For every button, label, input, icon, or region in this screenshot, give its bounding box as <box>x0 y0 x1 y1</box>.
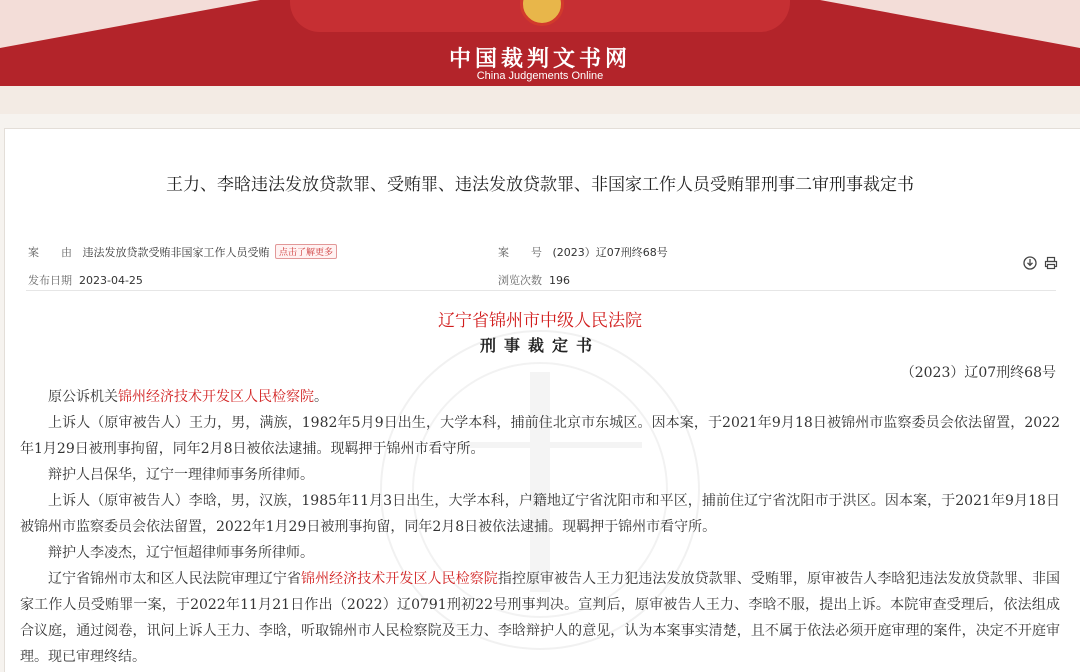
document-type: 刑事裁定书 <box>479 336 600 355</box>
meta-publish-value: 2023-04-25 <box>79 274 143 287</box>
paragraph-appellant-2: 上诉人（原审被告人）李晗，男，汉族，1985年11月3日出生，大学本科，户籍地辽宁省沈阳市和平区，捕前住辽宁省沈阳市于洪区。因本案，于2021年9月18日被锦州市监察委员会依法留置，2022年1月29日被刑事拘留，同年2月8日被依法逮捕。现羁押于锦州市看守所。 <box>20 493 1060 535</box>
header-decoration-right <box>820 0 1080 48</box>
site-subtitle: China Judgements Online <box>476 70 604 82</box>
download-icon[interactable] <box>1023 259 1041 274</box>
header-decoration-left <box>0 0 260 48</box>
paragraph-proceedings <box>20 566 1060 670</box>
paragraph-defender-1: 辩护人吕保华，辽宁一理律师事务所律师。 <box>48 467 314 483</box>
document-tools <box>1020 256 1058 274</box>
procuratorate-link[interactable]: 锦州经济技术开发区人民检察院 <box>118 389 314 405</box>
meta-case-number <box>498 244 668 260</box>
paragraph-text: 原公诉机关 <box>48 389 118 405</box>
paragraph-text: 辽宁省锦州市太和区人民法院审理辽宁省 <box>48 571 302 587</box>
meta-divider <box>26 290 1056 291</box>
court-name: 辽宁省锦州市中级人民法院 <box>438 311 642 331</box>
print-icon[interactable] <box>1044 259 1058 274</box>
paragraph-text: 。 <box>314 389 328 405</box>
paragraph-defender-2: 辩护人李凌杰，辽宁恒超律师事务所律师。 <box>48 545 314 561</box>
paragraph-prosecutor <box>20 384 1060 410</box>
document-body <box>20 384 1060 670</box>
meta-views <box>498 272 570 288</box>
paragraph-appellant-1: 上诉人（原审被告人）王力，男，满族，1982年5月9日出生，大学本科，捕前住北京市东城区。因本案，于2021年9月18日被锦州市监察委员会依法留置，2022年1月29日被刑事拘留，同年2月8日被依法逮捕。现羁押于锦州市看守所。 <box>20 415 1060 457</box>
meta-case-number-label: 案 号 <box>498 246 542 259</box>
meta-views-label: 浏览次数 <box>498 274 542 287</box>
meta-publish-date <box>28 272 143 288</box>
site-title[interactable]: 中国裁判文书网 <box>448 47 631 72</box>
meta-cause-value: 违法发放贷款受贿非国家工作人员受贿 <box>82 246 270 259</box>
paragraph-text: 指控原审被告人王力犯违法发放贷款罪、受贿罪，原审被告人李晗犯违法发放贷款罪、非国家工作人员受贿罪一案，于2022年11月21日作出（2022）辽0791刑初22号刑事判决。宣判后，原审被告人王力、李晗不服，提出上诉。本院审查受理后，依法组成合议庭，通过阅卷，讯问上诉人王力、李晗，听取锦州市人民检察院及王力、李晗辩护人的意见，认为本案事实清楚，且不属于依法必须开庭审理的案件，决定不开庭审理。现已审理终结。 <box>20 571 1061 665</box>
meta-cause-label: 案 由 <box>28 246 72 259</box>
header-band <box>0 86 1080 114</box>
meta-cause <box>28 244 337 260</box>
meta-publish-label: 发布日期 <box>28 274 72 287</box>
meta-views-value: 196 <box>549 274 570 287</box>
document-title: 王力、李晗违法发放贷款罪、受贿罪、违法发放贷款罪、非国家工作人员受贿罪刑事二审刑事裁定书 <box>166 175 914 195</box>
meta-case-number-value: (2023）辽07刑终68号 <box>552 246 668 259</box>
more-info-link[interactable]: 点击了解更多 <box>275 244 337 259</box>
case-number: （2023）辽07刑终68号 <box>900 365 1056 381</box>
site-header <box>0 0 1080 86</box>
procuratorate-link[interactable]: 锦州经济技术开发区人民检察院 <box>301 571 498 587</box>
